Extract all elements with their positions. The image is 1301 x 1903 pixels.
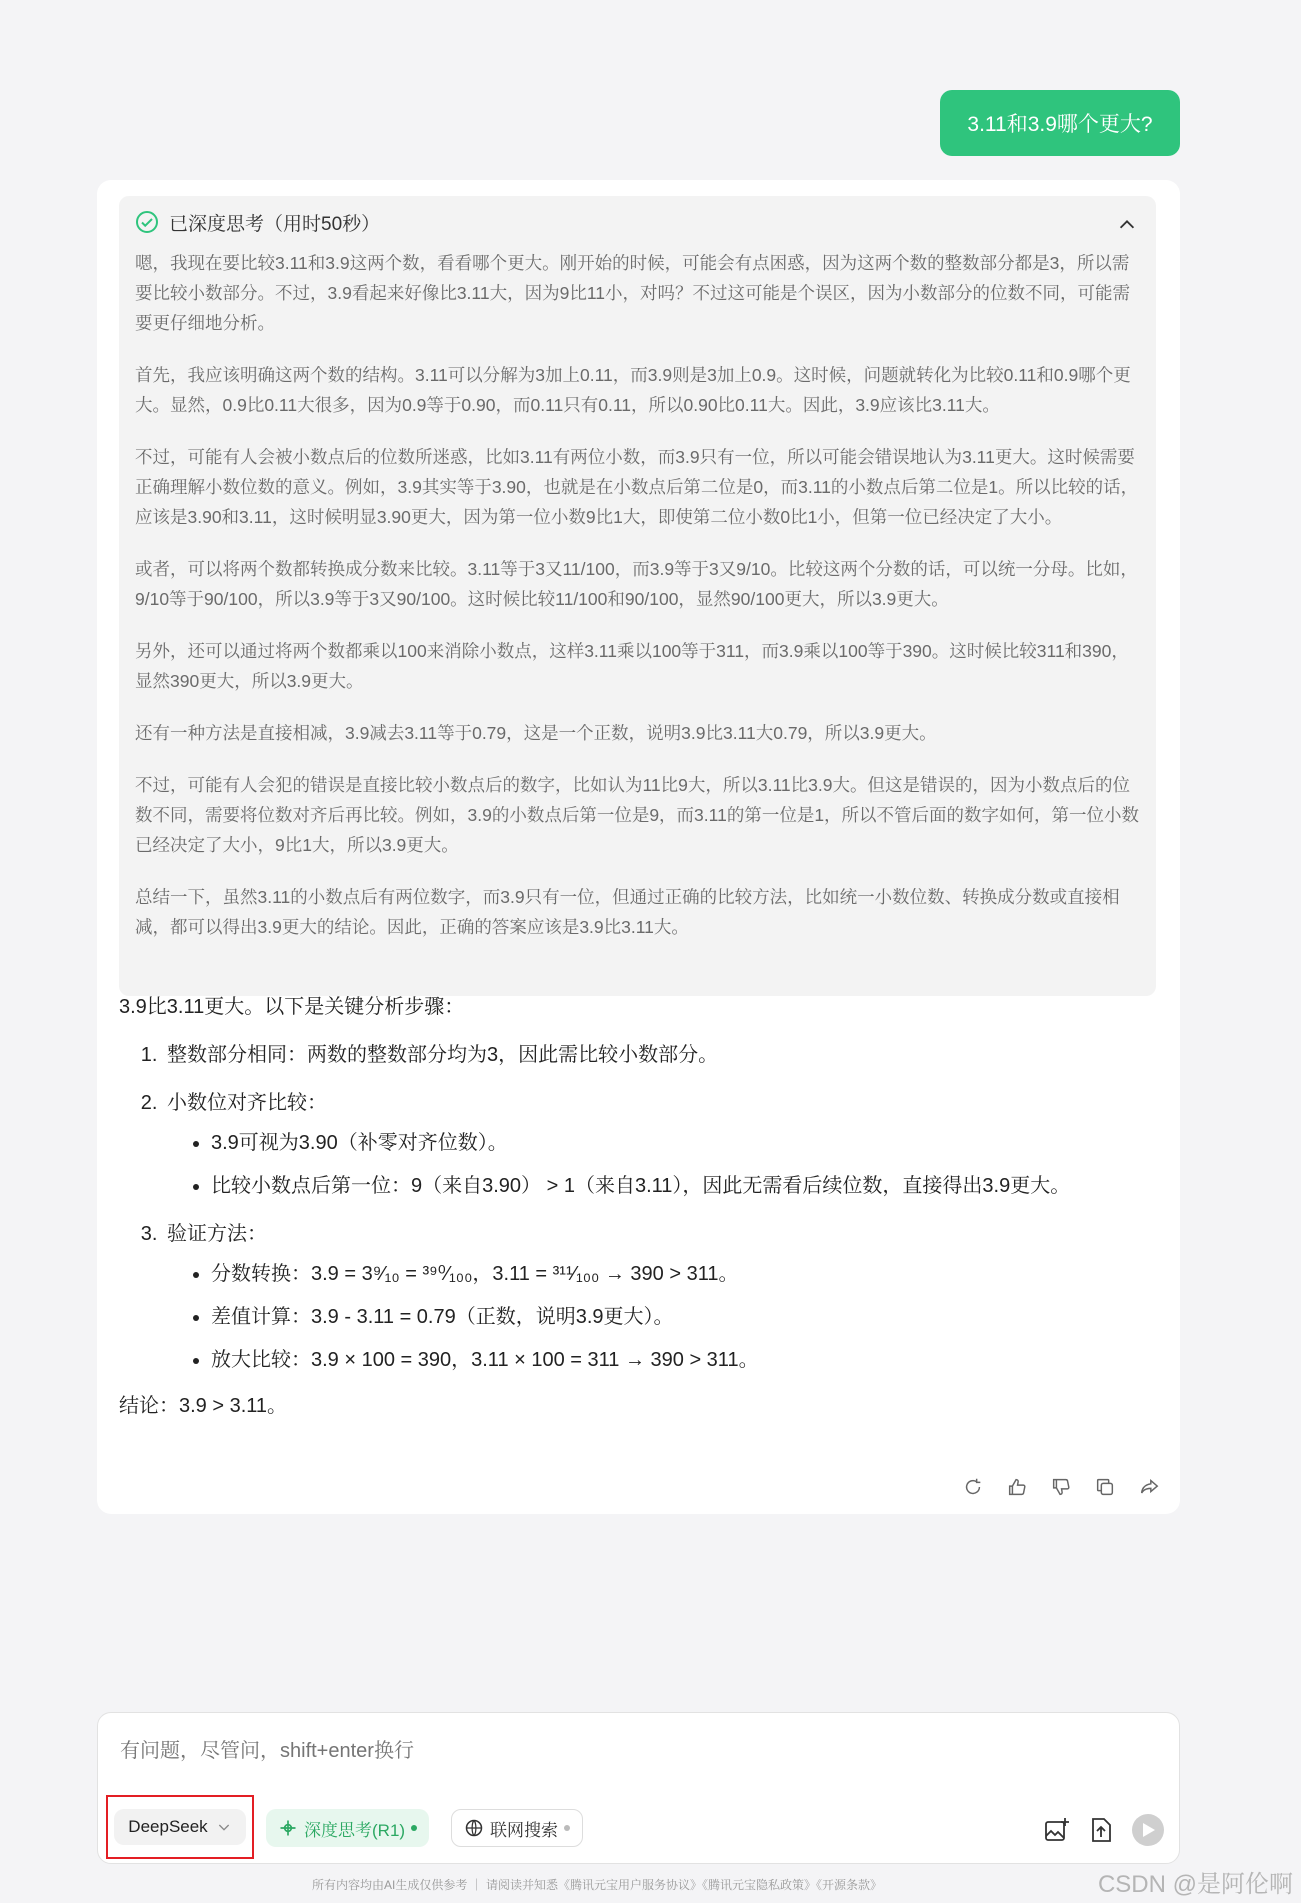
answer-step-title: 验证方法： [167, 1223, 267, 1245]
thinking-paragraph: 还有一种方法是直接相减，3.9减去3.11等于0.79，这是一个正数，说明3.9比3.11大0.79，所以3.9更大。 [135, 723, 937, 743]
answer-step [163, 1217, 1159, 1377]
thinking-paragraph: 首先，我应该明确这两个数的结构。3.11可以分解为3加上0.11，而3.9则是3加上0.9。这时候，问题就转化为比较0.11和0.9哪个更大。显然，0.9比0.11大很多，因为0.9等于0.90，而0.11只有0.11，所以0.90比0.11大。因此，3.9应该比3.11大。 [135, 365, 1131, 415]
answer-bullet: • 比较小数点后第一位：9（来自3.90） > 1（来自3.11），因此无需看后续位数，直接得出3.9更大。 [211, 1169, 1159, 1203]
assistant-reply-card [97, 180, 1180, 1514]
share-icon[interactable] [1138, 1476, 1160, 1498]
model-selector[interactable] [114, 1809, 245, 1845]
thinking-panel [119, 196, 1156, 996]
reply-actions [962, 1476, 1160, 1498]
thinking-paragraph: 或者，可以将两个数都转换成分数来比较。3.11等于3又11/100，而3.9等于3又9/10。比较这两个分数的话，可以统一分母。比如，9/10等于90/100，所以3.9等于3又90/100。这时候比较11/100和90/100，显然90/100更大，所以3.9更大。 [135, 559, 1138, 609]
web-search-toggle[interactable] [451, 1809, 583, 1847]
watermark: CSDN @是阿伦啊 [1097, 1871, 1293, 1898]
thinking-paragraph: 另外，还可以通过将两个数都乘以100来消除小数点，这样3.11乘以100等于311，而3.9乘以100等于390。这时候比较311和390，显然390更大，所以3.9更大。 [135, 641, 1129, 691]
answer-step-title: 小数位对齐比较： [167, 1092, 327, 1114]
input-tools [1043, 1813, 1165, 1852]
thumbs-down-icon[interactable] [1050, 1476, 1072, 1498]
globe-icon [464, 1818, 484, 1838]
answer-bullets [167, 1126, 1159, 1203]
answer-bullet: • 放大比较：3.9 × 100 = 390，3.11 × 100 = 311 → 390 > 311。 [211, 1343, 1159, 1377]
thumbs-up-icon[interactable] [1006, 1476, 1028, 1498]
web-search-label: 联网搜索 [490, 1820, 558, 1840]
thinking-paragraph: 不过，可能有人会被小数点后的位数所迷惑，比如3.11有两位小数，而3.9只有一位，所以可能会错误地认为3.11更大。这时候需要正确理解小数位数的意义。例如，3.9其实等于3.90，也就是在小数点后第二位是0，而3.11的小数点后第二位是1。所以比较的话，应该是3.90和3.11，这时候明显3.90更大，因为第一位小数9比1大，即使第二位小数0比1小，但第一位已经决定了大小。 [135, 447, 1139, 527]
answer-steps [119, 1038, 1159, 1377]
image-upload-icon[interactable] [1043, 1816, 1071, 1849]
check-circle-icon [135, 210, 159, 234]
model-selector-highlight [106, 1795, 254, 1859]
answer-lead: 3.9比3.11更大。以下是关键分析步骤： [119, 996, 465, 1018]
chevron-down-icon [216, 1819, 232, 1835]
file-upload-icon[interactable] [1087, 1816, 1115, 1849]
answer-bullets [167, 1257, 1159, 1377]
regenerate-icon[interactable] [962, 1476, 984, 1498]
thinking-header-label: 已深度思考（用时50秒） [169, 213, 381, 235]
answer-conclusion: 结论：3.9 > 3.11。 [119, 1395, 288, 1417]
copy-icon[interactable] [1094, 1476, 1116, 1498]
thinking-header[interactable] [135, 196, 1140, 248]
inactive-dot [564, 1825, 570, 1831]
answer-step [163, 1038, 1159, 1072]
answer-step [163, 1086, 1159, 1203]
thinking-paragraph: 嗯，我现在要比较3.11和3.9这两个数，看看哪个更大。刚开始的时候，可能会有点困惑，因为这两个数的整数部分都是3，所以需要比较小数部分。不过，3.9看起来好像比3.11大，因为9比11小，对吗？不过这可能是个误区，因为小数部分的位数不同，可能需要更仔细地分析。 [135, 253, 1130, 333]
thinking-body [135, 248, 1140, 942]
answer-step-title: 整数部分相同：两数的整数部分均为3，因此需比较小数部分。 [167, 1044, 719, 1066]
answer-bullet: • 差值计算：3.9 - 3.11 = 0.79（正数，说明3.9更大）。 [211, 1300, 1159, 1334]
chat-input[interactable] [118, 1739, 1022, 1764]
chat-input-box [97, 1712, 1180, 1864]
model-selector-label: DeepSeek [128, 1817, 208, 1836]
deep-think-toggle[interactable] [266, 1809, 429, 1847]
send-icon[interactable] [1131, 1813, 1165, 1852]
answer-bullet: • 分数转换：3.9 = 3⁹⁄₁₀ = ³⁹⁰⁄₁₀₀，3.11 = ³¹¹⁄₁₀₀ → 390 > 311。 [211, 1257, 1159, 1291]
footer-disclaimer: 所有内容均由AI生成仅供参考 ｜ 请阅读并知悉《腾讯元宝用户服务协议》《腾讯元宝隐私政策》《开源条款》 [312, 1878, 883, 1892]
atom-icon [278, 1818, 298, 1838]
user-message-text: 3.11和3.9哪个更大? [967, 113, 1153, 136]
thinking-paragraph: 不过，可能有人会犯的错误是直接比较小数点后的数字，比如认为11比9大，所以3.11比3.9大。但这是错误的，因为小数点后的位数不同，需要将位数对齐后再比较。例如，3.9的小数点后第一位是9，而3.11的第一位是1，所以不管后面的数字如何，第一位小数已经决定了大小，9比1大，所以3.9更大。 [135, 775, 1140, 855]
thinking-paragraph: 总结一下，虽然3.11的小数点后有两位数字，而3.9只有一位，但通过正确的比较方法，比如统一小数位数、转换成分数或直接相减，都可以得出3.9更大的结论。因此，正确的答案应该是3.9比3.11大。 [135, 887, 1120, 937]
user-message-bubble [940, 90, 1180, 156]
active-dot [411, 1825, 417, 1831]
answer-bullet: • 3.9可视为3.90（补零对齐位数）。 [211, 1126, 1159, 1160]
answer-body [119, 992, 1159, 1421]
chevron-up-icon[interactable] [1116, 214, 1138, 236]
deep-think-label: 深度思考(R1) [304, 1820, 406, 1840]
